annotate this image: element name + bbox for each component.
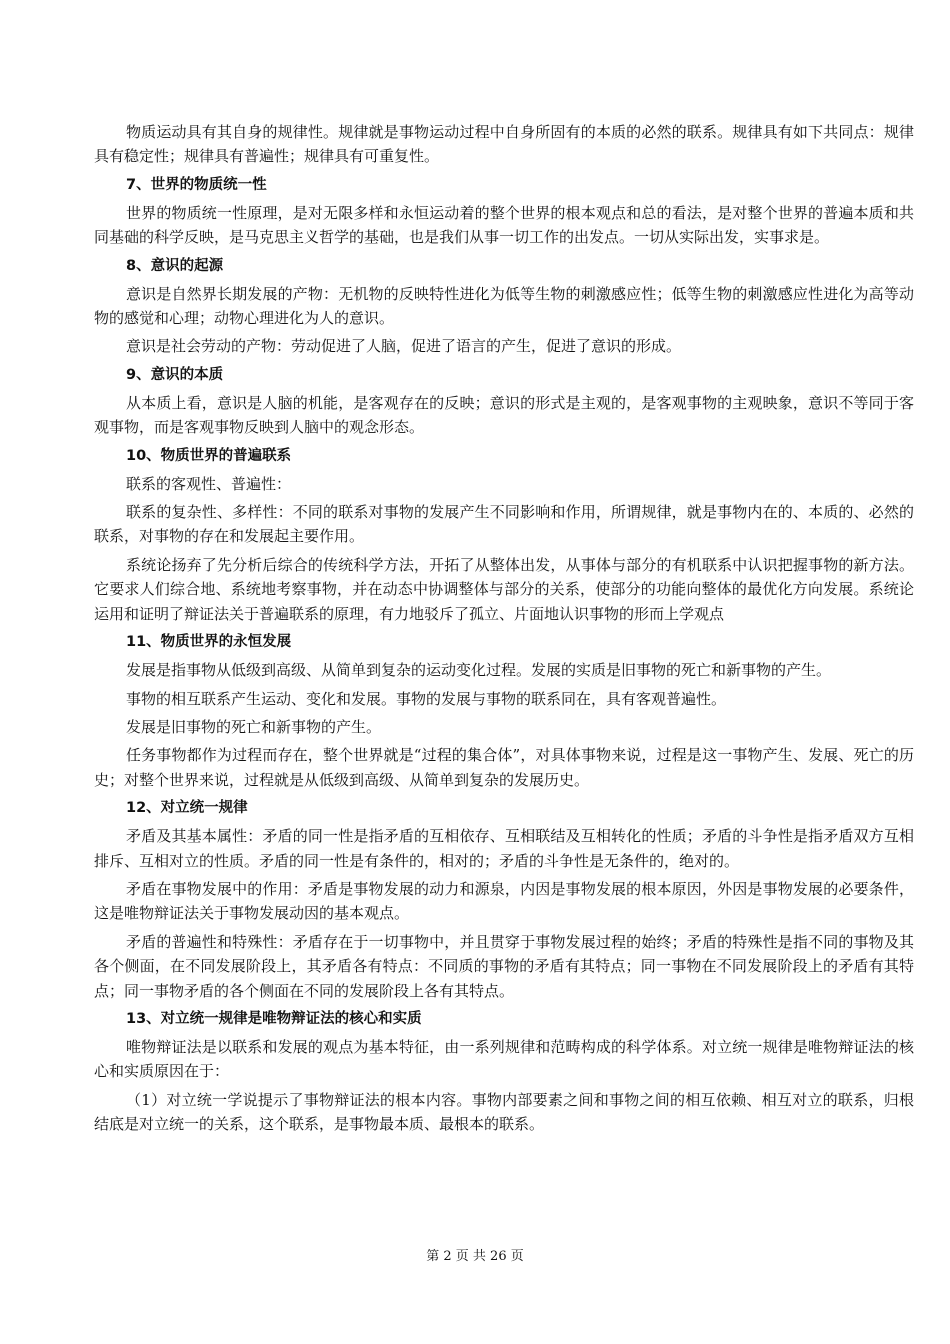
paragraph: 矛盾及其基本属性：矛盾的同一性是指矛盾的互相依存、互相联结及互相转化的性质；矛盾的斗争性是指矛盾双方互相排斥、互相对立的性质。矛盾的同一性是有条件的，相对的；矛盾的斗争性是无条件的，绝对的。 xyxy=(94,827,914,870)
paragraph: 意识是社会劳动的产物：劳动促进了人脑，促进了语言的产生，促进了意识的形成。 xyxy=(126,337,682,356)
section-heading: 10、物质世界的普遍联系 xyxy=(126,447,292,464)
paragraph: 物质运动具有其自身的规律性。规律就是事物运动过程中自身所固有的本质的必然的联系。规律具有如下共同点：规律具有稳定性；规律具有普遍性；规律具有可重复性。 xyxy=(94,123,914,166)
section-heading: 8、意识的起源 xyxy=(126,257,224,274)
section-heading: 7、世界的物质统一性 xyxy=(126,176,267,193)
document-body xyxy=(94,120,914,1141)
section-heading: 12、对立统一规律 xyxy=(126,800,248,817)
paragraph: 发展是指事物从低级到高级、从简单到复杂的运动变化过程。发展的实质是旧事物的死亡和新事物的产生。 xyxy=(126,661,832,680)
paragraph: 从本质上看，意识是人脑的机能，是客观存在的反映；意识的形式是主观的，是客观事物的主观映象，意识不等同于客观事物，而是客观事物反映到人脑中的观念形态。 xyxy=(94,393,914,437)
paragraph: 联系的客观性、普遍性： xyxy=(126,474,292,493)
paragraph: 系统论扬弃了先分析后综合的传统科学方法，开拓了从整体出发，从事体与部分的有机联系中认识把握事物的新方法。它要求人们综合地、系统地考察事物，并在动态中协调整体与部分的关系，使部分的功能向整体的最优化方向发展。系统论运用和证明了辩证法关于普遍联系的原理，有力地驳斥了孤立、片面地认识事物的形而上学观点 xyxy=(94,555,914,623)
page-number-footer: 第 2 页 共 26 页 xyxy=(426,1249,524,1264)
paragraph: 事物的相互联系产生运动、变化和发展。事物的发展与事物的联系同在，具有客观普遍性。 xyxy=(126,689,727,708)
paragraph: 意识是自然界长期发展的产物：无机物的反映特性进化为低等生物的刺激感应性；低等生物的刺激感应性进化为高等动物的感觉和心理；动物心理进化为人的意识。 xyxy=(94,284,914,328)
paragraph: 任务事物都作为过程而存在，整个世界就是“过程的集合体”，对具体事物来说，过程是这一事物产生、发展、死亡的历史；对整个世界来说，过程就是从低级到高级、从简单到复杂的发展历史。 xyxy=(94,746,914,789)
paragraph: 矛盾在事物发展中的作用：矛盾是事物发展的动力和源泉，内因是事物发展的根本原因，外因是事物发展的必要条件，这是唯物辩证法关于事物发展动因的基本观点。 xyxy=(94,879,914,923)
section-heading: 9、意识的本质 xyxy=(126,366,224,383)
paragraph: （1）对立统一学说提示了事物辩证法的根本内容。事物内部要素之间和事物之间的相互依赖、相互对立的联系，归根结底是对立统一的关系，这个联系，是事物最本质、最根本的联系。 xyxy=(94,1090,914,1134)
section-heading: 11、物质世界的永恒发展 xyxy=(126,634,292,651)
paragraph: 发展是旧事物的死亡和新事物的产生。 xyxy=(126,717,382,736)
paragraph: 唯物辩证法是以联系和发展的观点为基本特征，由一系列规律和范畴构成的科学体系。对立统一规律是唯物辩证法的核心和实质原因在于： xyxy=(94,1037,914,1081)
paragraph: 世界的物质统一性原理，是对无限多样和永恒运动着的整个世界的根本观点和总的看法，是对整个世界的普遍本质和共同基础的科学反映，是马克思主义哲学的基础，也是我们从事一切工作的出发点。一切从实际出发，实事求是。 xyxy=(94,203,914,247)
paragraph: 联系的复杂性、多样性：不同的联系对事物的发展产生不同影响和作用，所谓规律，就是事物内在的、本质的、必然的联系，对事物的存在和发展起主要作用。 xyxy=(94,503,914,546)
paragraph: 矛盾的普遍性和特殊性：矛盾存在于一切事物中，并且贯穿于事物发展过程的始终；矛盾的特殊性是指不同的事物及其各个侧面，在不同发展阶段上，其矛盾各有特点：不同质的事物的矛盾有其特点；同一事物在不同发展阶段上的矛盾有其特点；同一事物矛盾的各个侧面在不同的发展阶段上各有其特点。 xyxy=(94,932,914,1000)
section-heading: 13、对立统一规律是唯物辩证法的核心和实质 xyxy=(126,1010,422,1027)
